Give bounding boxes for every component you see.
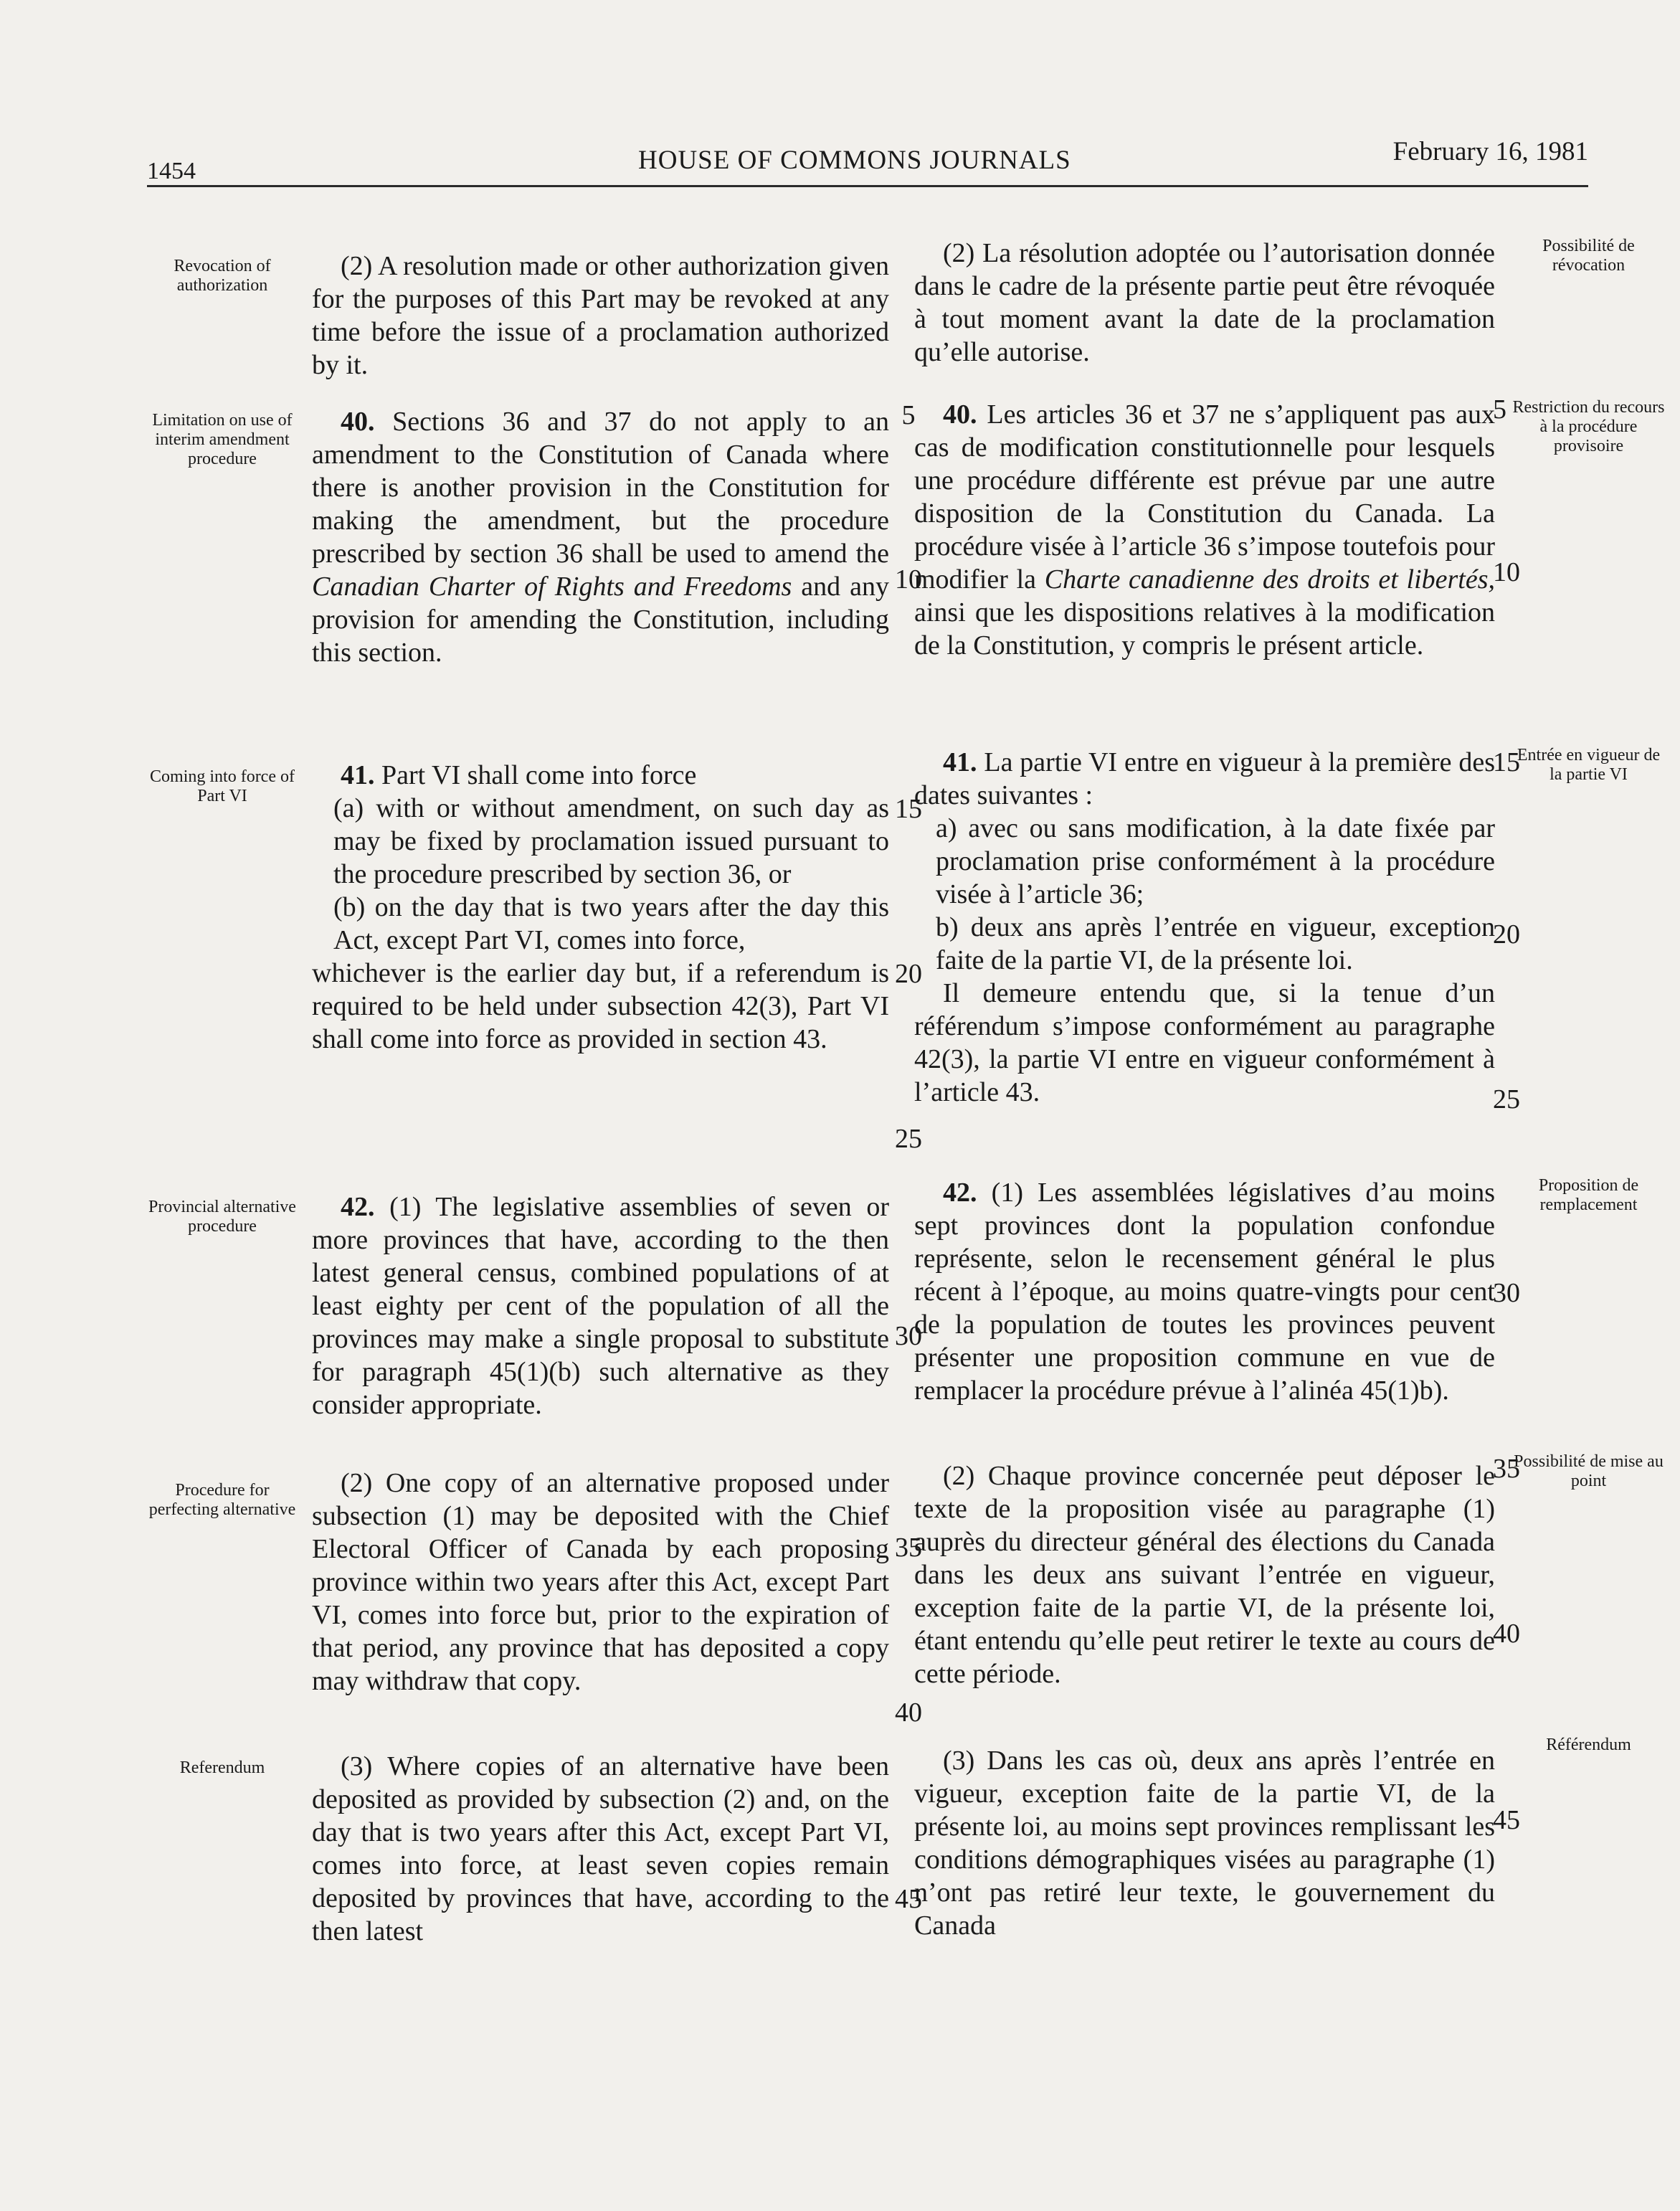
margin-note-en: Limitation on use of interim amendment procedure [152,411,293,468]
line-number-15: 15 [895,794,922,824]
margin-note-fr: Référendum [1546,1736,1631,1754]
french-text [914,746,1495,1109]
section-number: 42. [341,1192,375,1222]
margin-note-fr: Possibilité de révocation [1542,237,1635,275]
line-number-25: 25 [895,1124,922,1154]
line-number-40: 40 [1493,1619,1520,1649]
line-number-45: 45 [1493,1805,1520,1835]
statute-title: Charte canadienne des droits et libertés, [1044,564,1495,595]
line-number-20: 20 [1493,919,1520,950]
section-number: 41. [943,747,977,777]
english-text [312,250,889,382]
paragraph: 41. La partie VI entre en vigueur à la première des dates suivantes : [914,747,1495,810]
english-text [312,405,889,669]
line-number-30: 30 [1493,1278,1520,1308]
margin-note-fr: Possibilité de mise au point [1514,1452,1664,1490]
english-text [312,759,889,1056]
paragraph: 41. Part VI shall come into force [341,760,697,790]
paragraph: 42. (1) The legislative assemblies of seven or more provinces that have, according to the then latest general census, combined populations of at least eighty per cent of the population of all the provinces may make a single proposal to substitute for paragraph 45(1)(b) such alternative as they consider appropriate. [312,1192,889,1420]
journal-title: HOUSE OF COMMONS JOURNALS [638,146,1071,175]
paragraph: (2) Chaque province concernée peut déposer le texte de la proposition visée au paragraphe (1) auprès du directeur général des élections du Canada dans les deux ans suivant l’entrée en vigueur, exception faite de la partie VI, de la présente loi, étant entendu qu’elle peut retirer le texte au cours de cette période. [914,1461,1495,1689]
section-number: 40. [943,399,977,430]
paragraph: (3) Dans les cas où, deux ans après l’entrée en vigueur, exception faite de la partie VI, de la présente loi, au moins sept provinces remplissant les conditions démographiques visées au paragraphe (1) n’ont pas retiré leur texte, le gouvernement du Canada [914,1746,1495,1941]
paragraph: 40. Sections 36 and 37 do not apply to an amendment to the Constitution of Canada where there is another provision in the Constitution for making the amendment, but the procedure prescribed by section 36 shall be used to amend the Canadian Charter of Rights and Freedoms and any provision for amending the Constitution, including this section. [312,407,889,668]
english-text [312,1467,889,1698]
line-number-35: 35 [895,1533,922,1563]
statute-title: Canadian Charter of Rights and Freedoms [312,572,792,602]
page-date: February 16, 1981 [1392,137,1588,166]
page-number: 1454 [147,158,196,184]
french-text [914,1744,1495,1942]
line-number-20: 20 [895,959,922,989]
margin-note-en: Referendum [179,1758,265,1777]
page-header [147,136,1588,184]
header-rule [147,185,1588,187]
margin-note-en: Provincial alternative procedure [148,1198,296,1236]
french-text [914,1459,1495,1690]
margin-note-fr: Restriction du recours à la procédure provisoire [1512,398,1665,455]
paragraph: Il demeure entendu que, si la tenue d’un référendum s’impose conformément au paragraphe 42(3), la partie VI entre en vigueur conformément à l’article 43. [914,978,1495,1107]
line-number-35: 35 [1493,1454,1520,1484]
paragraph: (2) La résolution adoptée ou l’autorisation donnée dans le cadre de la présente partie peut être révoquée à tout moment avant la date de la proclamation qu’elle autorise. [914,238,1495,367]
margin-note-en: Coming into force of Part VI [150,767,295,805]
line-number-45: 45 [895,1884,922,1914]
line-number-10: 10 [895,564,922,595]
french-text [914,237,1495,369]
list-item: (a) with or without amendment, on such day as may be fixed by proclamation issued pursuant to the procedure prescribed by section 36, or [333,793,889,889]
line-number-25: 25 [1493,1084,1520,1114]
section-number: 41. [341,760,375,790]
margin-note-fr: Entrée en vigueur de la partie VI [1517,746,1661,784]
line-number-15: 15 [1493,747,1520,777]
line-number-30: 30 [895,1321,922,1351]
paragraph: 42. (1) Les assemblées législatives d’au moins sept provinces dont la population confondue représente, selon le recensement général le plus récent à l’époque, au moins quatre-vingts pour cent de la population de toutes les provinces peuvent présenter une proposition commune en vue de remplacer la procédure prévue à l’alinéa 45(1)b). [914,1178,1495,1406]
french-text [914,1176,1495,1407]
section-number: 40. [341,407,375,437]
margin-note-en: Revocation of authorization [174,257,271,295]
paragraph: (2) A resolution made or other authorization given for the purposes of this Part may be revoked at any time before the issue of a proclamation authorized by it. [312,251,889,380]
english-text [312,1190,889,1421]
paragraph: whichever is the earlier day but, if a referendum is required to be held under subsection 42(3), Part VI shall come into force as provided in section 43. [312,958,889,1054]
margin-note-fr: Proposition de remplacement [1538,1176,1639,1214]
line-number-5: 5 [901,400,916,430]
line-number-5: 5 [1493,394,1506,425]
section-number: 42. [943,1178,977,1208]
margin-note-en: Procedure for perfecting alternative [148,1481,296,1519]
list-item: a) avec ou sans modification, à la date fixée par proclamation prise conformément à la procédure visée à l’article 36; [936,813,1495,909]
paragraph: 40. Les articles 36 et 37 ne s’appliquent pas aux cas de modification constitutionnelle pour lesquels une procédure différente est prévue par une autre disposition de la Constitution du Canada. La procédure visée à l’article 36 s’impose toutefois pour modifier la Charte canadienne des droits et libertés, ainsi que les dispositions relatives à la modification de la Constitution, y compris le présent article. [914,399,1495,661]
list-item: (b) on the day that is two years after the day this Act, except Part VI, comes into force, [333,892,889,955]
english-text [312,1750,889,1948]
line-number-40: 40 [895,1698,922,1728]
paragraph: (3) Where copies of an alternative have been deposited as provided by subsection (2) and, on the day that is two years after this Act, except Part VI, comes into force, at least seven copies remain deposited by provinces that have, according to the then latest [312,1751,889,1946]
french-text [914,398,1495,662]
list-item: b) deux ans après l’entrée en vigueur, exception faite de la partie VI, de la présente loi. [936,912,1495,975]
line-number-10: 10 [1493,557,1520,587]
paragraph: (2) One copy of an alternative proposed under subsection (1) may be deposited with the Chief Electoral Officer of Canada by each proposing province within two years after this Act, except Part VI, comes into force but, prior to the expiration of that period, any province that has deposited a copy may withdraw that copy. [312,1468,889,1696]
